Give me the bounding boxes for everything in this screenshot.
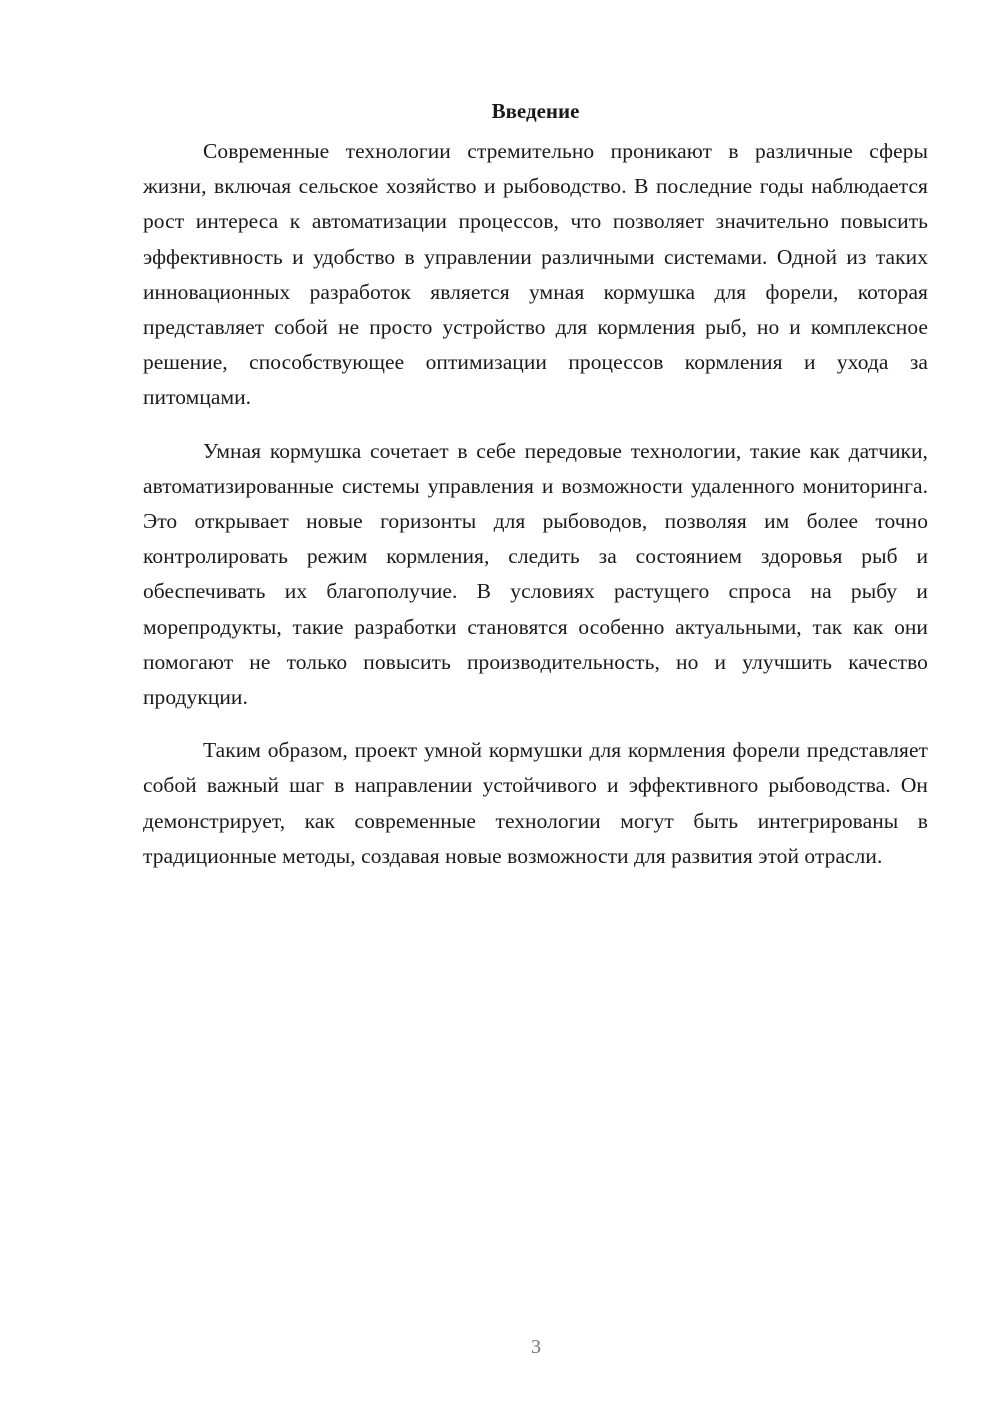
- paragraph-3: Таким образом, проект умной кормушки для кормления форели представляет собой важный шаг в направлении устойчивого и эффективного рыбоводства. Он демонстрирует, как современные технологии могут быть интегрированы в традиционные методы, создавая новые возможности для развития этой отрасли.: [143, 738, 928, 868]
- page-content: [143, 96, 928, 892]
- page-number: 3: [531, 1336, 541, 1358]
- paragraph-2: Умная кормушка сочетает в себе передовые технологии, такие как датчики, автоматизированные системы управления и возможности удаленного мониторинга. Это открывает новые горизонты для рыбоводов, позволяя им более точно контролировать режим кормления, следить за состоянием здоровья рыб и обеспечивать их благополучие. В условиях растущего спроса на рыбу и морепродукты, такие разработки становятся особенно актуальными, так как они помогают не только повысить производительность, но и улучшить качество продукции.: [143, 438, 928, 710]
- section-heading: Введение: [491, 99, 580, 123]
- paragraph-1: Современные технологии стремительно проникают в различные сферы жизни, включая сельское хозяйство и рыбоводство. В последние годы наблюдается рост интереса к автоматизации процессов, что позволяет значительно повысить эффективность и удобство в управлении различными системами. Одной из таких инновационных разработок является умная кормушка для форели, которая представляет собой не просто устройство для кормления рыб, но и комплексное решение, способствующее оптимизации процессов кормления и ухода за питомцами.: [143, 139, 928, 410]
